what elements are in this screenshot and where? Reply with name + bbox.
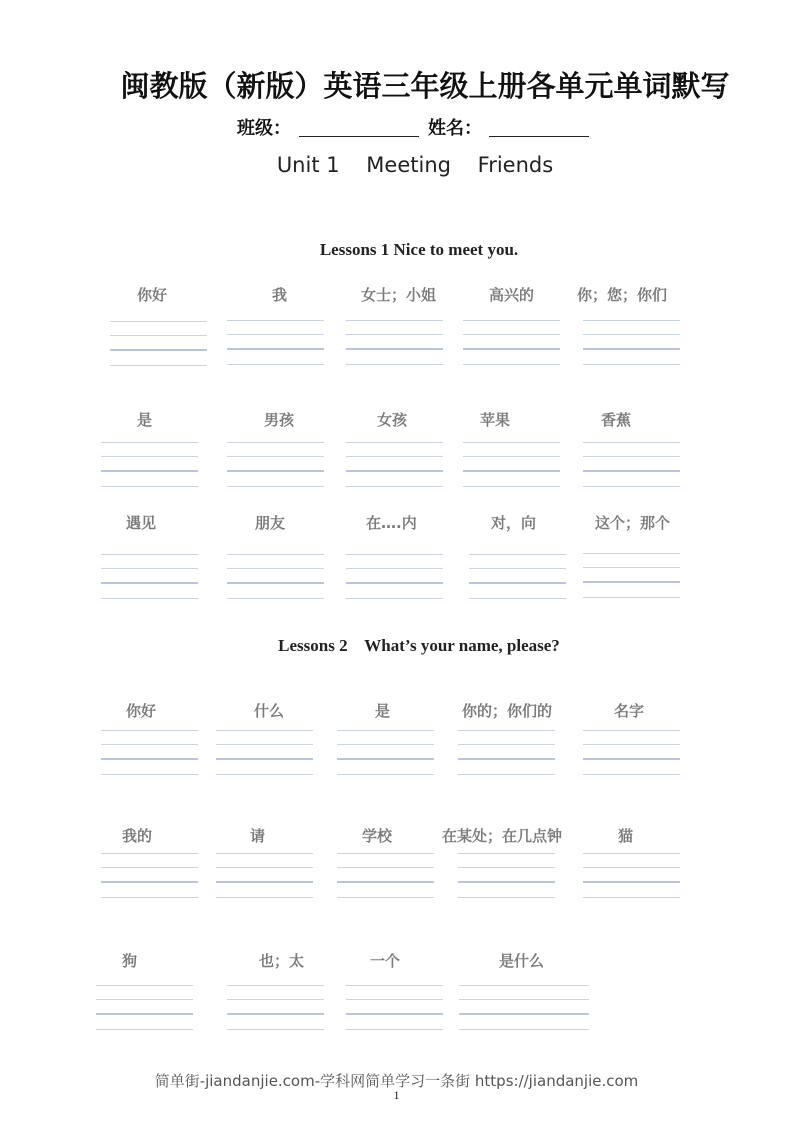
- vocab-word: 我: [272, 286, 288, 304]
- writing-lines: [227, 320, 324, 368]
- name-label: 姓名：: [428, 118, 482, 139]
- vocab-word: 在某处；在几点钟: [442, 827, 563, 845]
- writing-lines: [463, 320, 560, 368]
- vocab-word: 是什么: [499, 952, 545, 970]
- writing-lines: [227, 442, 324, 490]
- writing-lines: [469, 554, 566, 602]
- vocab-word: 朋友: [255, 514, 286, 532]
- writing-lines: [101, 853, 198, 901]
- writing-lines: [346, 320, 443, 368]
- writing-lines: [96, 985, 193, 1033]
- writing-lines: [337, 853, 434, 901]
- name-blank: [489, 136, 589, 137]
- vocab-word: 我的: [122, 827, 153, 845]
- vocab-word: 你好: [126, 702, 157, 720]
- writing-lines: [459, 985, 589, 1033]
- writing-lines: [346, 985, 443, 1033]
- vocab-word: 也；太: [259, 952, 305, 970]
- vocab-word: 猫: [618, 827, 634, 845]
- vocab-word: 男孩: [264, 411, 295, 429]
- vocab-word: 你；您；你们: [577, 286, 668, 304]
- writing-lines: [216, 853, 313, 901]
- writing-lines: [346, 554, 443, 602]
- vocab-word: 苹果: [480, 411, 511, 429]
- writing-lines: [101, 554, 198, 602]
- lesson-2-heading: Lessons 2 What’s your name, please?: [278, 636, 560, 655]
- vocab-word: 什么: [254, 702, 285, 720]
- vocab-word: 学校: [362, 827, 393, 845]
- vocab-word: 对，向: [491, 514, 537, 532]
- writing-lines: [337, 730, 434, 778]
- lesson-1-heading: Lessons 1 Nice to meet you.: [319, 240, 519, 259]
- writing-lines: [458, 853, 555, 901]
- class-blank: [299, 136, 419, 137]
- writing-lines: [463, 442, 560, 490]
- vocab-word: 在….内: [366, 514, 417, 532]
- unit-heading: Unit 1 Meeting Friends: [276, 153, 554, 177]
- vocab-word: 女士；小姐: [361, 286, 437, 304]
- writing-lines: [227, 985, 324, 1033]
- vocab-word: 遇见: [126, 514, 157, 532]
- writing-lines: [346, 442, 443, 490]
- vocab-word: 香蕉: [601, 411, 632, 429]
- vocab-word: 你的；你们的: [462, 702, 553, 720]
- document-title: 闽教版（新版）英语三年级上册各单元单词默写: [120, 69, 730, 103]
- page-number: 1: [393, 1088, 400, 1102]
- writing-lines: [101, 442, 198, 490]
- writing-lines: [583, 553, 680, 601]
- writing-lines: [110, 321, 207, 369]
- footer-text: 简单街-jiandanjie.com-学科网简单学习一条街 https://jiandanjie.com: [154, 1072, 639, 1090]
- vocab-word: 一个: [370, 952, 401, 970]
- vocab-word: 是: [137, 411, 153, 429]
- vocab-word: 狗: [122, 952, 138, 970]
- writing-lines: [216, 730, 313, 778]
- writing-lines: [227, 554, 324, 602]
- vocab-word: 这个；那个: [595, 514, 671, 532]
- writing-lines: [583, 853, 680, 901]
- writing-lines: [583, 442, 680, 490]
- class-label: 班级：: [237, 118, 291, 139]
- writing-lines: [583, 320, 680, 368]
- writing-lines: [101, 730, 198, 778]
- writing-lines: [458, 730, 555, 778]
- vocab-word: 请: [250, 827, 266, 845]
- vocab-word: 是: [375, 702, 391, 720]
- vocab-word: 名字: [614, 702, 645, 720]
- vocab-word: 你好: [137, 286, 168, 304]
- vocab-word: 高兴的: [489, 286, 535, 304]
- vocab-word: 女孩: [377, 411, 408, 429]
- writing-lines: [583, 730, 680, 778]
